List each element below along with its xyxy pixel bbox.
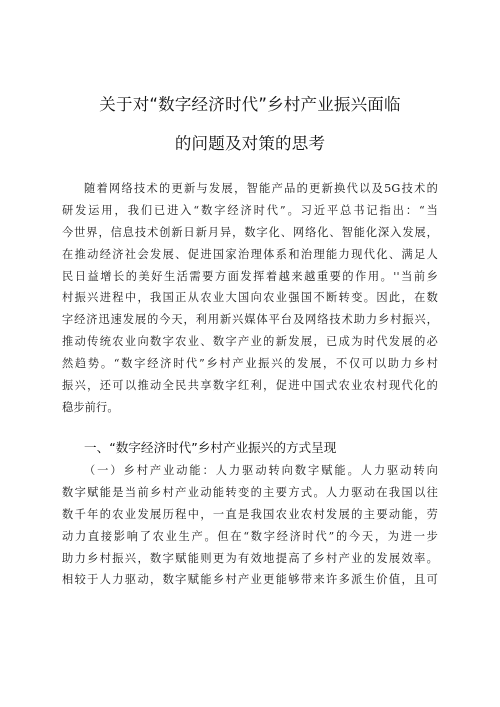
text-line: 推动传统农业向数字农业、数字产业的新发展，已成为时代发展的必 — [62, 335, 438, 349]
text-line: 随着网络技术的更新与发展，智能产品的更新换代以及5G技术的 — [84, 182, 438, 195]
text-line: 数字赋能是当前乡村产业动能转变的主要方式。人力驱动在我国以往 — [62, 485, 438, 499]
text-line: 稳步前行。 — [62, 400, 119, 414]
text-line: 民日益增长的美好生活需要方面发挥着越来越重要的作用。''当前乡 — [62, 269, 438, 283]
text-line: 数千年的农业发展历程中，一直是我国农业农村发展的主要动能，劳 — [62, 507, 438, 521]
text-line: 然趋势。“数字经济时代”乡村产业振兴的发展，不仅可以助力乡村 — [62, 357, 438, 371]
text-line: 动力直接影响了农业生产。但在“数字经济时代”的今天，为进一步 — [62, 529, 438, 543]
document-title-line-1: 关于对“数字经济时代”乡村产业振兴面临 — [99, 95, 401, 114]
section-1-paragraph — [62, 460, 438, 591]
text-line: 字经济迅速发展的今天，利用新兴媒体平台及网络技术助力乡村振兴， — [62, 313, 438, 327]
text-line: （一）乡村产业动能：人力驱动转向数字赋能。人力驱动转向 — [84, 464, 438, 477]
text-line: 今世界，信息技术创新日新月异，数字化、网络化、智能化深入发展， — [62, 225, 438, 239]
section-heading: 一、“数字经济时代”乡村产业振兴的方式呈现 — [84, 440, 337, 455]
text-line: 相较于人力驱动，数字赋能乡村产业更能够带来许多派生价值，且可 — [62, 573, 438, 587]
document-title-line-2: 的问题及对策的思考 — [174, 134, 326, 153]
text-line: 村振兴进程中，我国正从农业大国向农业强国不断转变。因此，在数 — [62, 291, 438, 305]
text-line: 振兴，还可以推动全民共享数字红利，促进中国式农业农村现代化的 — [62, 379, 438, 393]
text-line: 在推动经济社会发展、促进国家治理体系和治理能力现代化、满足人 — [62, 247, 438, 261]
intro-paragraph — [62, 178, 438, 419]
text-line: 研发运用，我们已进入“数字经济时代”。习近平总书记指出：“当 — [62, 203, 438, 217]
text-line: 助力乡村振兴，数字赋能则更为有效地提高了乡村产业的发展效率。 — [62, 551, 438, 565]
